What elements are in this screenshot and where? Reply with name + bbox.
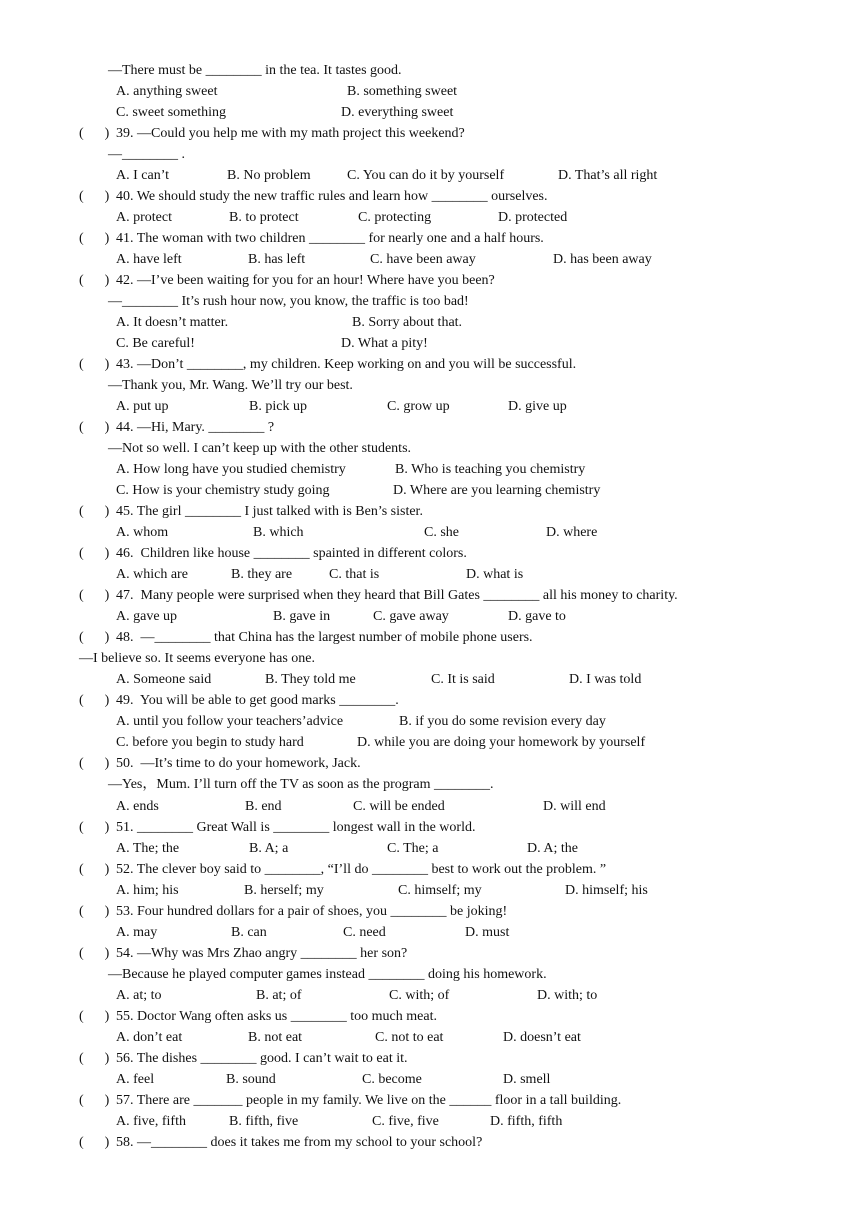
option-c: C. It is said [431,672,495,687]
option-a: A. at; to [116,988,162,1003]
answer-bracket[interactable]: ( ) [79,588,110,603]
answer-bracket[interactable]: ( ) [79,504,110,519]
answer-bracket[interactable]: ( ) [79,546,110,561]
option-c: C. protecting [358,210,432,225]
option-b: B. not eat [248,1030,303,1045]
option-d: D. gave to [508,609,566,624]
option-c: C. The; a [387,841,439,856]
question-44: 44. —Hi, Mary. ________ ? [116,420,275,435]
question-line: —Not so well. I can’t keep up with the other students. [108,441,412,456]
option-a: A. It doesn’t matter. [116,315,229,330]
answer-bracket[interactable]: ( ) [79,420,110,435]
answer-bracket[interactable]: ( ) [79,1009,110,1024]
option-a: A. gave up [116,609,178,624]
option-b: B. if you do some revision every day [399,714,606,729]
option-d: D. must [465,925,510,940]
answer-bracket[interactable]: ( ) [79,1051,110,1066]
option-d: D. will end [543,799,606,814]
answer-bracket[interactable]: ( ) [79,1093,110,1108]
question-line: —There must be ________ in the tea. It tastes good. [108,63,402,78]
question-line: —Because he played computer games instead ________ doing his homework. [108,967,547,982]
option-b: B. has left [248,252,306,267]
question-53: 53. Four hundred dollars for a pair of shoes, you ________ be joking! [116,904,508,919]
option-d: D. while you are doing your homework by yourself [357,735,646,750]
option-d: D. That’s all right [558,168,658,183]
option-d: D. smell [503,1072,551,1087]
option-c: C. You can do it by yourself [347,168,505,183]
option-b: B. No problem [227,168,311,183]
option-b: B. end [245,799,282,814]
option-a: A. have left [116,252,182,267]
option-a: A. don’t eat [116,1030,183,1045]
question-57: 57. There are _______ people in my family. We live on the ______ floor in a tall building. [116,1093,622,1108]
question-56: 56. The dishes ________ good. I can’t wait to eat it. [116,1051,408,1066]
option-d: D. doesn’t eat [503,1030,581,1045]
option-b: B. Who is teaching you chemistry [395,462,586,477]
option-c: C. five, five [372,1114,439,1129]
option-c: C. she [424,525,459,540]
option-b: B. to protect [229,210,299,225]
option-a: A. protect [116,210,172,225]
question-line: —I believe so. It seems everyone has one. [79,651,315,666]
option-d: D. A; the [527,841,578,856]
option-b: B. herself; my [244,883,324,898]
question-43: 43. —Don’t ________, my children. Keep working on and you will be successful. [116,357,577,372]
option-a: A. anything sweet [116,84,218,99]
answer-bracket[interactable]: ( ) [79,693,110,708]
option-d: D. Where are you learning chemistry [393,483,601,498]
answer-bracket[interactable]: ( ) [79,820,110,835]
option-d: D. What a pity! [341,336,428,351]
question-52: 52. The clever boy said to ________, “I’ll do ________ best to work out the problem. ” [116,862,607,877]
option-c: C. will be ended [353,799,445,814]
option-c: C. need [343,925,386,940]
option-c: C. with; of [389,988,450,1003]
question-54: 54. —Why was Mrs Zhao angry ________ her son? [116,946,408,961]
option-d: D. with; to [537,988,598,1003]
option-c: C. grow up [387,399,450,414]
answer-bracket[interactable]: ( ) [79,904,110,919]
option-b: B. gave in [273,609,331,624]
question-line: —________ . [108,147,185,162]
option-b: B. They told me [265,672,356,687]
option-c: C. gave away [373,609,449,624]
option-a: A. The; the [116,841,180,856]
question-42: 42. —I’ve been waiting for you for an hour! Where have you been? [116,273,495,288]
question-line: —________ It’s rush hour now, you know, the traffic is too bad! [108,294,469,309]
option-d: D. where [546,525,598,540]
question-41: 41. The woman with two children ________ for nearly one and a half hours. [116,231,544,246]
question-40: 40. We should study the new traffic rules and learn how ________ ourselves. [116,189,548,204]
option-c: C. not to eat [375,1030,444,1045]
answer-bracket[interactable]: ( ) [79,126,110,141]
option-b: B. can [231,925,267,940]
option-c: C. How is your chemistry study going [116,483,330,498]
question-line: —Yes，Mum. I’ll turn off the TV as soon as the program ________. [108,777,494,792]
option-b: B. which [253,525,304,540]
answer-bracket[interactable]: ( ) [79,189,110,204]
option-a: A. until you follow your teachers’advice [116,714,344,729]
question-50: 50. —It’s time to do your homework, Jack. [116,756,361,771]
option-a: A. which are [116,567,188,582]
option-a: A. I can’t [116,168,169,183]
option-d: D. protected [498,210,568,225]
option-b: B. Sorry about that. [352,315,463,330]
option-b: B. at; of [256,988,302,1003]
option-a: A. whom [116,525,169,540]
answer-bracket[interactable]: ( ) [79,1135,110,1150]
question-48: 48. —________ that China has the largest number of mobile phone users. [116,630,533,645]
option-c: C. sweet something [116,105,227,120]
question-49: 49. You will be able to get good marks ________. [116,693,399,708]
option-b: B. pick up [249,399,307,414]
option-d: D. everything sweet [341,105,454,120]
option-d: D. has been away [553,252,652,267]
question-47: 47. Many people were surprised when they heard that Bill Gates ________ all his money to charity. [116,588,678,603]
option-c: C. Be careful! [116,336,195,351]
answer-bracket[interactable]: ( ) [79,862,110,877]
option-c: C. become [362,1072,422,1087]
option-c: C. before you begin to study hard [116,735,304,750]
option-a: A. him; his [116,883,179,898]
option-c: C. that is [329,567,380,582]
question-51: 51. ________ Great Wall is ________ longest wall in the world. [116,820,476,835]
answer-bracket[interactable]: ( ) [79,231,110,246]
option-d: D. himself; his [565,883,648,898]
option-b: B. A; a [249,841,289,856]
option-b: B. sound [226,1072,276,1087]
answer-bracket[interactable]: ( ) [79,357,110,372]
answer-bracket[interactable]: ( ) [79,630,110,645]
answer-bracket[interactable]: ( ) [79,756,110,771]
option-b: B. fifth, five [229,1114,299,1129]
option-d: D. fifth, fifth [490,1114,563,1129]
option-a: A. feel [116,1072,155,1087]
question-55: 55. Doctor Wang often asks us ________ too much meat. [116,1009,437,1024]
answer-bracket[interactable]: ( ) [79,273,110,288]
option-a: A. Someone said [116,672,212,687]
question-39: 39. —Could you help me with my math project this weekend? [116,126,465,141]
option-d: D. what is [466,567,524,582]
option-b: B. they are [231,567,293,582]
question-46: 46. Children like house ________ spainted in different colors. [116,546,467,561]
option-a: A. put up [116,399,169,414]
answer-bracket[interactable]: ( ) [79,946,110,961]
option-a: A. ends [116,799,159,814]
question-line: —Thank you, Mr. Wang. We’ll try our best. [108,378,353,393]
option-d: D. I was told [569,672,642,687]
option-a: A. may [116,925,158,940]
option-a: A. five, fifth [116,1114,186,1129]
question-58: 58. —________ does it takes me from my school to your school? [116,1135,483,1150]
option-a: A. How long have you studied chemistry [116,462,346,477]
option-c: C. himself; my [398,883,482,898]
option-b: B. something sweet [347,84,458,99]
question-45: 45. The girl ________ I just talked with is Ben’s sister. [116,504,423,519]
option-d: D. give up [508,399,567,414]
option-c: C. have been away [370,252,476,267]
